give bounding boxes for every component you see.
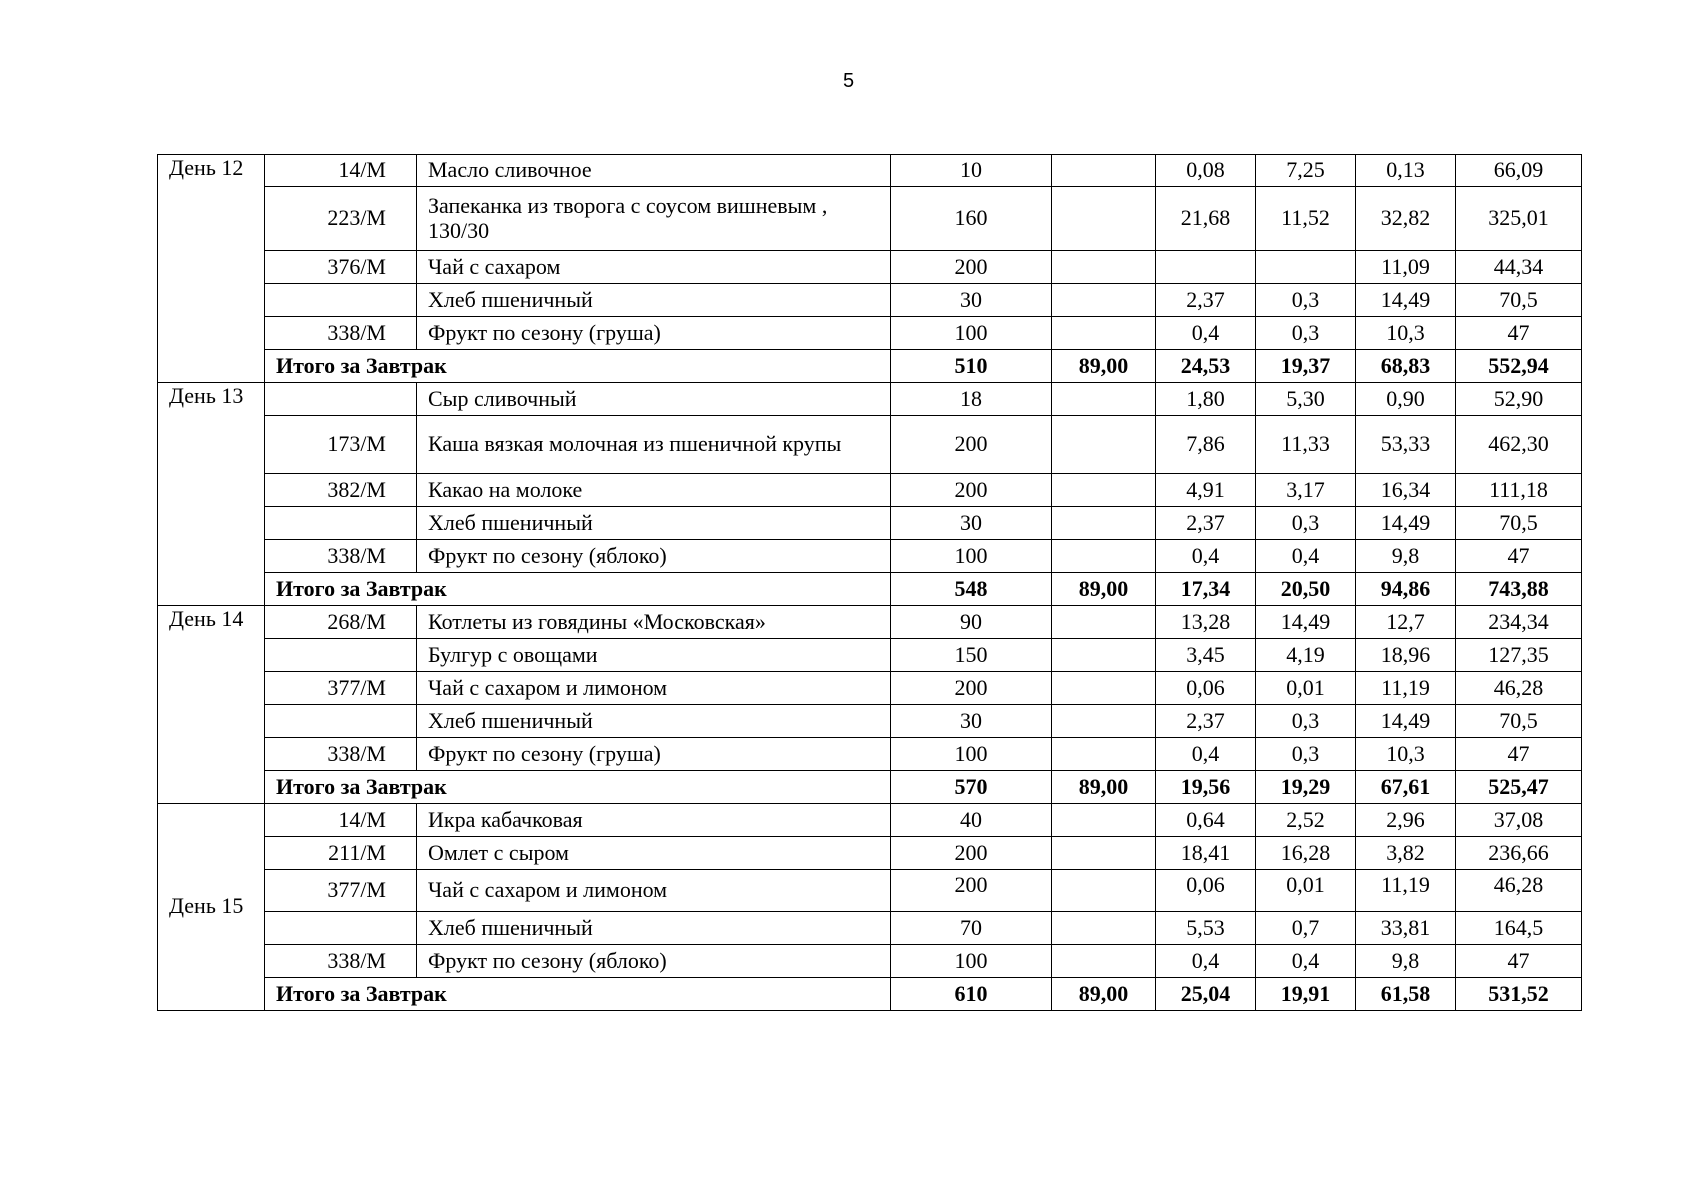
total-row — [158, 771, 1582, 804]
cell-weight: 200 — [891, 837, 1052, 870]
cell-price — [1052, 804, 1156, 837]
menu-table — [157, 154, 1582, 1011]
dish-name: Чай с сахаром и лимоном — [417, 870, 891, 912]
total-energy: 525,47 — [1456, 771, 1582, 804]
cell-protein: 3,45 — [1156, 639, 1256, 672]
cell-fat: 0,3 — [1256, 317, 1356, 350]
day-label: День 13 — [158, 383, 265, 606]
cell-weight: 100 — [891, 738, 1052, 771]
cell-protein: 2,37 — [1156, 284, 1256, 317]
dish-name: Омлет с сыром — [417, 837, 891, 870]
total-energy: 552,94 — [1456, 350, 1582, 383]
recipe-code: 338/М — [265, 945, 417, 978]
cell-protein: 0,06 — [1156, 870, 1256, 912]
cell-carbs: 32,82 — [1356, 187, 1456, 251]
cell-energy: 236,66 — [1456, 837, 1582, 870]
dish-name: Икра кабачковая — [417, 804, 891, 837]
cell-price — [1052, 383, 1156, 416]
cell-energy: 234,34 — [1456, 606, 1582, 639]
dish-name: Хлеб пшеничный — [417, 507, 891, 540]
total-carbs: 67,61 — [1356, 771, 1456, 804]
cell-carbs: 11,19 — [1356, 870, 1456, 912]
table-row — [158, 870, 1582, 912]
cell-carbs: 10,3 — [1356, 738, 1456, 771]
cell-weight: 90 — [891, 606, 1052, 639]
total-fat: 20,50 — [1256, 573, 1356, 606]
dish-name: Фрукт по сезону (яблоко) — [417, 945, 891, 978]
dish-name: Хлеб пшеничный — [417, 284, 891, 317]
table-row — [158, 804, 1582, 837]
cell-fat: 0,3 — [1256, 507, 1356, 540]
cell-weight: 150 — [891, 639, 1052, 672]
cell-weight: 200 — [891, 870, 1052, 912]
total-row — [158, 573, 1582, 606]
cell-weight: 10 — [891, 155, 1052, 187]
cell-weight: 30 — [891, 507, 1052, 540]
dish-name: Какао на молоке — [417, 474, 891, 507]
total-label: Итого за Завтрак — [265, 978, 891, 1011]
cell-energy: 462,30 — [1456, 416, 1582, 474]
cell-energy: 70,5 — [1456, 507, 1582, 540]
cell-weight: 18 — [891, 383, 1052, 416]
total-carbs: 94,86 — [1356, 573, 1456, 606]
table-row — [158, 187, 1582, 251]
cell-protein: 0,4 — [1156, 945, 1256, 978]
total-protein: 25,04 — [1156, 978, 1256, 1011]
cell-price — [1052, 738, 1156, 771]
recipe-code: 211/М — [265, 837, 417, 870]
total-row — [158, 978, 1582, 1011]
cell-energy: 46,28 — [1456, 672, 1582, 705]
day-label: День 15 — [158, 804, 265, 1011]
table-row — [158, 383, 1582, 416]
dish-name: Хлеб пшеничный — [417, 705, 891, 738]
cell-protein: 0,08 — [1156, 155, 1256, 187]
cell-price — [1052, 187, 1156, 251]
cell-energy: 325,01 — [1456, 187, 1582, 251]
cell-energy: 66,09 — [1456, 155, 1582, 187]
cell-energy: 52,90 — [1456, 383, 1582, 416]
cell-carbs: 9,8 — [1356, 945, 1456, 978]
dish-name: Булгур с овощами — [417, 639, 891, 672]
cell-carbs: 12,7 — [1356, 606, 1456, 639]
cell-carbs: 11,09 — [1356, 251, 1456, 284]
cell-fat: 11,33 — [1256, 416, 1356, 474]
cell-price — [1052, 912, 1156, 945]
table-row — [158, 606, 1582, 639]
cell-fat: 0,7 — [1256, 912, 1356, 945]
cell-price — [1052, 251, 1156, 284]
recipe-code: 14/М — [265, 155, 417, 187]
total-fat: 19,29 — [1256, 771, 1356, 804]
dish-name: Сыр сливочный — [417, 383, 891, 416]
cell-carbs: 0,90 — [1356, 383, 1456, 416]
cell-carbs: 16,34 — [1356, 474, 1456, 507]
cell-carbs: 18,96 — [1356, 639, 1456, 672]
cell-carbs: 14,49 — [1356, 705, 1456, 738]
cell-energy: 44,34 — [1456, 251, 1582, 284]
cell-protein: 1,80 — [1156, 383, 1256, 416]
cell-price — [1052, 870, 1156, 912]
cell-protein: 5,53 — [1156, 912, 1256, 945]
cell-price — [1052, 317, 1156, 350]
recipe-code: 377/М — [265, 870, 417, 912]
cell-energy: 47 — [1456, 738, 1582, 771]
total-price: 89,00 — [1052, 350, 1156, 383]
table-row — [158, 251, 1582, 284]
cell-fat: 0,4 — [1256, 945, 1356, 978]
recipe-code — [265, 705, 417, 738]
dish-name: Фрукт по сезону (груша) — [417, 317, 891, 350]
cell-weight: 30 — [891, 284, 1052, 317]
cell-energy: 37,08 — [1456, 804, 1582, 837]
total-label: Итого за Завтрак — [265, 350, 891, 383]
recipe-code — [265, 912, 417, 945]
recipe-code: 173/М — [265, 416, 417, 474]
dish-name: Чай с сахаром и лимоном — [417, 672, 891, 705]
dish-name: Запеканка из творога с соусом вишневым , 130/30 — [417, 187, 891, 251]
cell-carbs: 3,82 — [1356, 837, 1456, 870]
cell-energy: 164,5 — [1456, 912, 1582, 945]
cell-fat: 0,01 — [1256, 870, 1356, 912]
cell-protein: 13,28 — [1156, 606, 1256, 639]
cell-energy: 47 — [1456, 317, 1582, 350]
cell-price — [1052, 606, 1156, 639]
cell-fat: 0,4 — [1256, 540, 1356, 573]
cell-carbs: 0,13 — [1356, 155, 1456, 187]
dish-name: Каша вязкая молочная из пшеничной крупы — [417, 416, 891, 474]
total-protein: 17,34 — [1156, 573, 1256, 606]
total-weight: 610 — [891, 978, 1052, 1011]
cell-fat: 0,01 — [1256, 672, 1356, 705]
recipe-code — [265, 639, 417, 672]
total-row — [158, 350, 1582, 383]
cell-price — [1052, 540, 1156, 573]
total-price: 89,00 — [1052, 573, 1156, 606]
cell-fat — [1256, 251, 1356, 284]
total-energy: 743,88 — [1456, 573, 1582, 606]
cell-fat: 0,3 — [1256, 738, 1356, 771]
cell-carbs: 10,3 — [1356, 317, 1456, 350]
cell-fat: 11,52 — [1256, 187, 1356, 251]
cell-weight: 30 — [891, 705, 1052, 738]
cell-weight: 100 — [891, 540, 1052, 573]
cell-fat: 0,3 — [1256, 705, 1356, 738]
recipe-code — [265, 284, 417, 317]
cell-weight: 160 — [891, 187, 1052, 251]
total-price: 89,00 — [1052, 978, 1156, 1011]
recipe-code: 338/М — [265, 738, 417, 771]
table-row — [158, 945, 1582, 978]
cell-carbs: 2,96 — [1356, 804, 1456, 837]
cell-energy: 127,35 — [1456, 639, 1582, 672]
day-label: День 14 — [158, 606, 265, 804]
table-row — [158, 705, 1582, 738]
cell-protein: 7,86 — [1156, 416, 1256, 474]
cell-carbs: 14,49 — [1356, 507, 1456, 540]
cell-price — [1052, 945, 1156, 978]
total-carbs: 61,58 — [1356, 978, 1456, 1011]
table-row — [158, 507, 1582, 540]
cell-weight: 200 — [891, 251, 1052, 284]
cell-fat: 0,3 — [1256, 284, 1356, 317]
cell-energy: 111,18 — [1456, 474, 1582, 507]
cell-fat: 16,28 — [1256, 837, 1356, 870]
recipe-code: 338/М — [265, 540, 417, 573]
cell-weight: 100 — [891, 945, 1052, 978]
cell-weight: 200 — [891, 416, 1052, 474]
table-row — [158, 155, 1582, 187]
dish-name: Фрукт по сезону (яблоко) — [417, 540, 891, 573]
table-row — [158, 738, 1582, 771]
recipe-code — [265, 383, 417, 416]
total-protein: 24,53 — [1156, 350, 1256, 383]
table-row — [158, 837, 1582, 870]
cell-fat: 3,17 — [1256, 474, 1356, 507]
table-row — [158, 912, 1582, 945]
cell-price — [1052, 155, 1156, 187]
table-row — [158, 639, 1582, 672]
cell-protein — [1156, 251, 1256, 284]
cell-carbs: 53,33 — [1356, 416, 1456, 474]
cell-price — [1052, 705, 1156, 738]
cell-carbs: 14,49 — [1356, 284, 1456, 317]
recipe-code: 223/М — [265, 187, 417, 251]
table-row — [158, 416, 1582, 474]
cell-weight: 40 — [891, 804, 1052, 837]
cell-protein: 18,41 — [1156, 837, 1256, 870]
dish-name: Масло сливочное — [417, 155, 891, 187]
cell-weight: 200 — [891, 672, 1052, 705]
cell-energy: 70,5 — [1456, 284, 1582, 317]
cell-energy: 47 — [1456, 540, 1582, 573]
dish-name: Котлеты из говядины «Московская» — [417, 606, 891, 639]
total-weight: 510 — [891, 350, 1052, 383]
recipe-code: 382/М — [265, 474, 417, 507]
cell-price — [1052, 672, 1156, 705]
cell-price — [1052, 639, 1156, 672]
cell-energy: 46,28 — [1456, 870, 1582, 912]
cell-energy: 47 — [1456, 945, 1582, 978]
cell-protein: 0,06 — [1156, 672, 1256, 705]
cell-carbs: 9,8 — [1356, 540, 1456, 573]
cell-protein: 21,68 — [1156, 187, 1256, 251]
total-protein: 19,56 — [1156, 771, 1256, 804]
cell-energy: 70,5 — [1456, 705, 1582, 738]
cell-price — [1052, 507, 1156, 540]
total-energy: 531,52 — [1456, 978, 1582, 1011]
table-row — [158, 317, 1582, 350]
dish-name: Чай с сахаром — [417, 251, 891, 284]
cell-carbs: 11,19 — [1356, 672, 1456, 705]
recipe-code: 14/М — [265, 804, 417, 837]
total-weight: 570 — [891, 771, 1052, 804]
cell-protein: 4,91 — [1156, 474, 1256, 507]
cell-carbs: 33,81 — [1356, 912, 1456, 945]
cell-fat: 4,19 — [1256, 639, 1356, 672]
cell-weight: 100 — [891, 317, 1052, 350]
table-row — [158, 474, 1582, 507]
cell-protein: 0,4 — [1156, 738, 1256, 771]
recipe-code: 377/М — [265, 672, 417, 705]
cell-protein: 0,4 — [1156, 317, 1256, 350]
recipe-code — [265, 507, 417, 540]
cell-price — [1052, 474, 1156, 507]
cell-price — [1052, 837, 1156, 870]
cell-price — [1052, 284, 1156, 317]
cell-fat: 5,30 — [1256, 383, 1356, 416]
page-number: 5 — [842, 70, 855, 92]
cell-protein: 0,64 — [1156, 804, 1256, 837]
cell-price — [1052, 416, 1156, 474]
total-weight: 548 — [891, 573, 1052, 606]
cell-protein: 0,4 — [1156, 540, 1256, 573]
menu-body — [158, 155, 1582, 1011]
total-fat: 19,91 — [1256, 978, 1356, 1011]
recipe-code: 268/М — [265, 606, 417, 639]
table-row — [158, 672, 1582, 705]
recipe-code: 376/М — [265, 251, 417, 284]
total-fat: 19,37 — [1256, 350, 1356, 383]
dish-name: Хлеб пшеничный — [417, 912, 891, 945]
day-label: День 12 — [158, 155, 265, 383]
table-row — [158, 540, 1582, 573]
cell-weight: 70 — [891, 912, 1052, 945]
cell-fat: 14,49 — [1256, 606, 1356, 639]
dish-name: Фрукт по сезону (груша) — [417, 738, 891, 771]
cell-weight: 200 — [891, 474, 1052, 507]
cell-protein: 2,37 — [1156, 705, 1256, 738]
total-carbs: 68,83 — [1356, 350, 1456, 383]
table-row — [158, 284, 1582, 317]
cell-fat: 7,25 — [1256, 155, 1356, 187]
total-price: 89,00 — [1052, 771, 1156, 804]
cell-fat: 2,52 — [1256, 804, 1356, 837]
total-label: Итого за Завтрак — [265, 771, 891, 804]
recipe-code: 338/М — [265, 317, 417, 350]
cell-protein: 2,37 — [1156, 507, 1256, 540]
total-label: Итого за Завтрак — [265, 573, 891, 606]
